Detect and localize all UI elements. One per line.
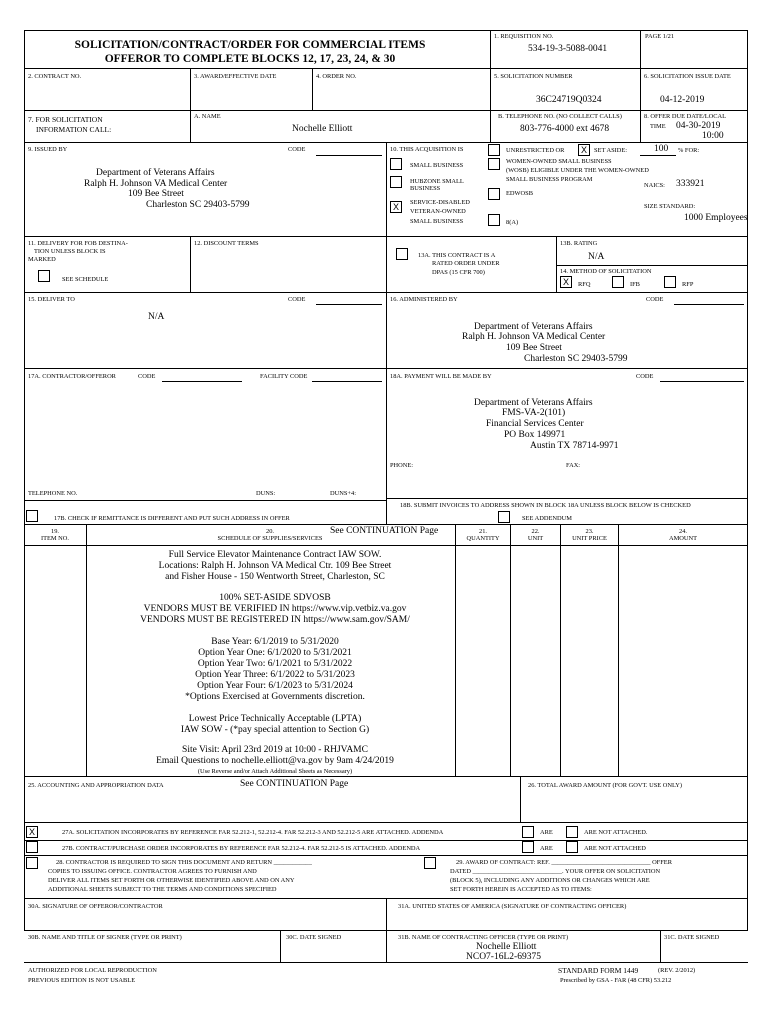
contact-name: Nochelle Elliott <box>292 124 353 134</box>
schedule-line-11: Option Year Four: 6/1/2023 to 5/31/2024 <box>197 681 353 691</box>
schedule-continuation: See CONTINUATION Page <box>330 526 439 536</box>
rfp-label: RFP <box>682 281 694 288</box>
27a-label: 27A. SOLICITATION INCORPORATES BY REFERENCE FAR 52.212-1, 52.212-4. FAR 52.212-3 AND 52.212-5 ARE ATTACHED. ADDENDA <box>62 829 444 836</box>
schedule-line-2: Locations: Ralph H. Johnson VA Medical Ctr. 109 Bee Street <box>158 561 392 571</box>
fob-label-2: TION UNLESS BLOCK IS <box>34 248 106 255</box>
schedule-line-7: Base Year: 6/1/2019 to 5/31/2020 <box>211 637 339 647</box>
solicitation-info-label: 7. FOR SOLICITATION <box>28 115 103 124</box>
submit-invoices-label: 18B. SUBMIT INVOICES TO ADDRESS SHOWN IN BLOCK 18A UNLESS BLOCK BELOW IS CHECKED <box>400 502 691 509</box>
admin-line4: Charleston SC 29403-5799 <box>524 354 628 364</box>
schedule-line-15: Site Visit: April 23rd 2019 at 10:00 - RHJVAMC <box>182 745 368 755</box>
rfq-checkbox[interactable]: X <box>560 276 572 288</box>
27a-checkbox[interactable]: X <box>26 826 38 838</box>
accounting-label: 25. ACCOUNTING AND APPROPRIATION DATA <box>28 782 164 789</box>
acquisition-label: 10. THIS ACQUISITION IS <box>390 146 464 153</box>
unrestricted-checkbox[interactable] <box>488 144 500 156</box>
discount-terms-label: 12. DISCOUNT TERMS <box>194 240 259 247</box>
item-no-header-num: 19. <box>51 528 59 535</box>
unit-header: UNIT <box>527 535 544 542</box>
rating-label: 13B. RATING <box>560 240 598 247</box>
schedule-line-17: (Use Reverse and/or Attach Additional Sheets as Necessary) <box>197 768 353 775</box>
sdvosb-checkbox[interactable]: X <box>390 201 402 213</box>
deliver-to-value: N/A <box>148 312 165 322</box>
8a-checkbox[interactable] <box>488 214 500 226</box>
facility-code-label: FACILITY CODE <box>260 373 308 380</box>
phone-label: PHONE: <box>390 462 414 469</box>
officer-id: NCO7-16L2-69375 <box>466 952 541 962</box>
rated-order-label: 13A. THIS CONTRACT IS A <box>418 252 496 259</box>
naics-label: NAICS: <box>644 182 665 189</box>
27b-label: 27B. CONTRACT/PURCHASE ORDER INCORPORATES BY REFERENCE FAR 52.212-4. FAR 52.212-5 IS ATTACHED. ADDENDA <box>62 845 421 852</box>
administered-code-label: CODE <box>646 296 664 303</box>
rating-value: N/A <box>588 252 605 262</box>
schedule-line-12: *Options Exercised at Governments discretion. <box>185 692 365 702</box>
schedule-line-1: Full Service Elevator Maintenance Contract IAW SOW. <box>168 550 382 560</box>
schedule-line-5: VENDORS MUST BE VERIFIED IN https://www.vip.vetbiz.va.gov <box>143 604 407 614</box>
contract-no-label: 2. CONTRACT NO. <box>28 73 82 80</box>
unit-price-header: UNIT PRICE <box>572 535 607 542</box>
see-schedule-checkbox[interactable] <box>38 270 50 282</box>
requisition-number: 534-19-3-5088-0041 <box>528 44 608 54</box>
wosb-label: WOMEN-OWNED SMALL BUSINESS <box>506 158 612 165</box>
amount-header-num: 24. <box>679 528 687 535</box>
offeror-signature-label: 30A. SIGNATURE OF OFFEROR/CONTRACTOR <box>28 903 163 910</box>
duns-label: DUNS: <box>256 490 276 497</box>
fob-label-3: MARKED <box>28 256 56 263</box>
hubzone-label: HUBZONE SMALL <box>410 178 464 185</box>
block29-line4: SET FORTH HEREIN IS ACCEPTED AS TO ITEMS: <box>450 886 592 893</box>
solicitation-no-label: 5. SOLICITATION NUMBER <box>494 73 573 80</box>
solicitation-number: 36C24719Q0324 <box>536 95 602 105</box>
schedule-line-16: Email Questions to nochelle.elliott@va.gov by 9am 4/24/2019 <box>156 756 394 766</box>
signer-name-label: 30B. NAME AND TITLE OF SIGNER (TYPE OR PRINT) <box>28 934 182 941</box>
offer-due-date: 04-30-2019 <box>676 121 721 131</box>
previous-edition-label: PREVIOUS EDITION IS NOT USABLE <box>28 977 136 984</box>
deliver-to-code-label: CODE <box>288 296 306 303</box>
fob-label: 11. DELIVERY FOR FOB DESTINA- <box>28 240 128 247</box>
edwosb-checkbox[interactable] <box>488 188 500 200</box>
fax-label: FAX: <box>566 462 581 469</box>
block28-line3: DELIVER ALL ITEMS SET FORTH OR OTHERWISE IDENTIFIED ABOVE AND ON ANY <box>48 877 295 884</box>
set-aside-label: SET ASIDE: <box>594 147 628 154</box>
offer-due-label: 8. OFFER DUE DATE/LOCAL <box>644 113 727 120</box>
item-no-header: ITEM NO. <box>40 535 70 542</box>
edwosb-label: EDWOSB <box>506 190 533 197</box>
remittance-checkbox[interactable] <box>26 510 38 522</box>
officer-signature-label: 31A. UNITED STATES OF AMERICA (SIGNATURE OF CONTRACTING OFFICER) <box>398 903 627 910</box>
schedule-header: SCHEDULE OF SUPPLIES/SERVICES <box>217 535 323 542</box>
offeror-date-label: 30C. DATE SIGNED <box>286 934 342 941</box>
27b-are-not-checkbox[interactable] <box>566 841 578 853</box>
remittance-label: 17B. CHECK IF REMITTANCE IS DIFFERENT AND PUT SUCH ADDRESS IN OFFER <box>54 515 290 522</box>
wosb-label-2: (WOSB) ELIGIBLE UNDER THE WOMEN-OWNED <box>506 167 649 174</box>
schedule-line-9: Option Year Two: 6/1/2021 to 5/31/2022 <box>197 659 353 669</box>
unit-price-header-num: 23. <box>585 528 594 535</box>
method-label: 14. METHOD OF SOLICITATION <box>560 268 652 275</box>
27a-are-label: ARE <box>540 829 553 836</box>
award-date-label: 3. AWARD/EFFECTIVE DATE <box>194 73 277 80</box>
see-addendum-label: SEE ADDENDUM <box>522 515 572 522</box>
amount-header: AMOUNT <box>668 535 698 542</box>
sdvosb-label-2: VETERAN-OWNED <box>410 208 466 215</box>
small-business-checkbox[interactable] <box>390 158 402 170</box>
prescribed-by-label: Prescribed by GSA - FAR (48 CFR) 53.212 <box>560 977 672 984</box>
unrestricted-label: UNRESTRICTED OR <box>506 147 565 154</box>
officer-date-label: 31C. DATE SIGNED <box>664 934 720 941</box>
27a-are-not-label: ARE NOT ATTACHED. <box>584 829 648 836</box>
set-aside-checkbox[interactable]: X <box>578 144 590 156</box>
officer-name: Nochelle Elliott <box>476 942 537 952</box>
quantity-header: QUANTITY <box>466 535 500 542</box>
contractor-code-label: CODE <box>138 373 156 380</box>
issuer-line3: 109 Bee Street <box>128 189 184 199</box>
issuer-line1: Department of Veterans Affairs <box>96 168 215 178</box>
block28-line2: COPIES TO ISSUING OFFICE. CONTRACTOR AGREES TO FURNISH AND <box>48 868 257 875</box>
size-standard-label: SIZE STANDARD: <box>644 203 696 210</box>
form-title: SOLICITATION/CONTRACT/ORDER FOR COMMERCIAL ITEMS OFFEROR TO COMPLETE BLOCKS 12, 17, 23, 24, & 30 <box>74 39 426 65</box>
revision-label: (REV. 2/2012) <box>658 967 696 974</box>
payment-line3: Financial Services Center <box>486 419 584 429</box>
page-number: PAGE 1/21 <box>645 33 675 40</box>
27b-are-label: ARE <box>540 845 553 852</box>
standard-form-label: STANDARD FORM 1449 <box>558 966 639 975</box>
issuer-line4: Charleston SC 29403-5799 <box>146 200 250 210</box>
offer-due-time: 10:00 <box>702 131 724 141</box>
block28-line1: 28. CONTRACTOR IS REQUIRED TO SIGN THIS DOCUMENT AND RETURN ____________ <box>56 859 312 866</box>
sdvosb-label: SERVICE-DISABLED <box>410 199 470 206</box>
payment-label: 18A. PAYMENT WILL BE MADE BY <box>390 373 492 380</box>
schedule-line-10: Option Year Three: 6/1/2022 to 5/31/2023 <box>195 670 355 680</box>
27a-are-checkbox[interactable] <box>522 826 534 838</box>
ifb-checkbox[interactable] <box>612 276 624 288</box>
wosb-checkbox[interactable] <box>488 158 500 170</box>
unit-header-num: 22. <box>531 528 540 535</box>
quantity-header-num: 21. <box>479 528 487 535</box>
time-label: TIME <box>650 123 666 130</box>
small-business-label: SMALL BUSINESS <box>410 162 464 169</box>
hubzone-checkbox[interactable] <box>390 176 402 188</box>
8a-label: 8(A) <box>506 219 519 226</box>
rfp-checkbox[interactable] <box>664 276 676 288</box>
payment-line2: FMS-VA-2(101) <box>502 408 566 418</box>
order-no-label: 4. ORDER NO. <box>316 73 357 80</box>
rated-order-label-3: DPAS (15 CFR 700) <box>432 269 485 276</box>
duns4-label: DUNS+4: <box>330 490 356 497</box>
schedule-line-13: Lowest Price Technically Acceptable (LPTA) <box>188 714 362 724</box>
schedule-line-8: Option Year One: 6/1/2020 to 5/31/2021 <box>198 648 352 658</box>
payment-line5: Austin TX 78714-9971 <box>530 441 619 451</box>
27b-checkbox[interactable] <box>26 841 38 853</box>
issued-by-label: 9. ISSUED BY <box>28 146 68 153</box>
schedule-line-4: 100% SET-ASIDE SDVOSB <box>219 593 331 603</box>
rated-order-label-2: RATED ORDER UNDER <box>432 260 500 267</box>
naics-code: 333921 <box>676 179 705 189</box>
telephone-number: 803-776-4000 ext 4678 <box>520 124 610 134</box>
27a-are-not-checkbox[interactable] <box>566 826 578 838</box>
schedule-line-3: and Fisher House - 150 Wentworth Street, Charleston, SC <box>165 572 385 582</box>
contact-name-label: A. NAME <box>194 113 221 120</box>
admin-line1: Department of Veterans Affairs <box>474 322 593 332</box>
29-checkbox[interactable] <box>424 857 436 869</box>
schedule-header-num: 20. <box>266 528 274 535</box>
contractor-telephone-label: TELEPHONE NO. <box>28 490 78 497</box>
payment-line4: PO Box 149971 <box>504 430 566 440</box>
rfq-label: RFQ <box>578 281 591 288</box>
block29-line1: 29. AWARD OF CONTRACT: REF. _______________________________ OFFER <box>456 859 672 866</box>
see-addendum-checkbox[interactable] <box>498 511 510 523</box>
contractor-label: 17A. CONTRACTOR/OFFEROR <box>28 373 116 380</box>
wosb-label-3: SMALL BUSINESS PROGRAM <box>506 176 593 183</box>
total-award-label: 26. TOTAL AWARD AMOUNT (FOR GOVT. USE ONLY) <box>528 782 683 789</box>
size-standard: 1000 Employees <box>684 213 748 223</box>
28-checkbox[interactable] <box>26 857 38 869</box>
ifb-label: IFB <box>630 281 640 288</box>
schedule-line-6: VENDORS MUST BE REGISTERED IN https://www.sam.gov/SAM/ <box>140 615 410 625</box>
rated-order-checkbox[interactable] <box>396 248 408 260</box>
block29-line3: (BLOCK 5), INCLUDING ANY ADDITIONS OR CHANGES WHICH ARE <box>450 877 650 884</box>
payment-line1: Department of Veterans Affairs <box>474 398 593 408</box>
block29-line2: DATED ____________________________. YOUR OFFER ON SOLICITATION <box>450 868 661 875</box>
percent-for-label: % FOR: <box>678 147 700 154</box>
deliver-to-label: 15. DELIVER TO <box>28 296 75 303</box>
admin-line3: 109 Bee Street <box>506 343 562 353</box>
issued-by-code-label: CODE <box>288 146 306 153</box>
requisition-label: 1. REQUISITION NO. <box>494 33 554 40</box>
issue-date: 04-12-2019 <box>660 95 705 105</box>
hubzone-label-2: BUSINESS <box>410 185 441 192</box>
telephone-label: B. TELEPHONE NO. (NO COLLECT CALLS) <box>498 113 622 120</box>
administered-by-label: 16. ADMINISTERED BY <box>390 296 458 303</box>
authorized-label: AUTHORIZED FOR LOCAL REPRODUCTION <box>28 967 157 974</box>
see-schedule-label: SEE SCHEDULE <box>62 276 109 283</box>
admin-line2: Ralph H. Johnson VA Medical Center <box>462 332 606 342</box>
payment-code-label: CODE <box>636 373 654 380</box>
officer-name-label: 31B. NAME OF CONTRACTING OFFICER (TYPE OR PRINT) <box>398 934 569 941</box>
27b-are-checkbox[interactable] <box>522 841 534 853</box>
accounting-continuation: See CONTINUATION Page <box>240 779 349 789</box>
issuer-line2: Ralph H. Johnson VA Medical Center <box>84 179 228 189</box>
solicitation-info-label-2: INFORMATION CALL: <box>36 125 112 134</box>
schedule-line-14: IAW SOW - (*pay special attention to Section G) <box>180 725 370 735</box>
block28-line4: ADDITIONAL SHEETS SUBJECT TO THE TERMS AND CONDITIONS SPECIFIED <box>48 886 277 893</box>
27b-are-not-label: ARE NOT ATTACHED <box>584 845 646 852</box>
set-aside-percent: 100 <box>654 144 669 154</box>
sdvosb-label-3: SMALL BUSINESS <box>410 218 464 225</box>
issue-date-label: 6. SOLICITATION ISSUE DATE <box>644 73 731 80</box>
